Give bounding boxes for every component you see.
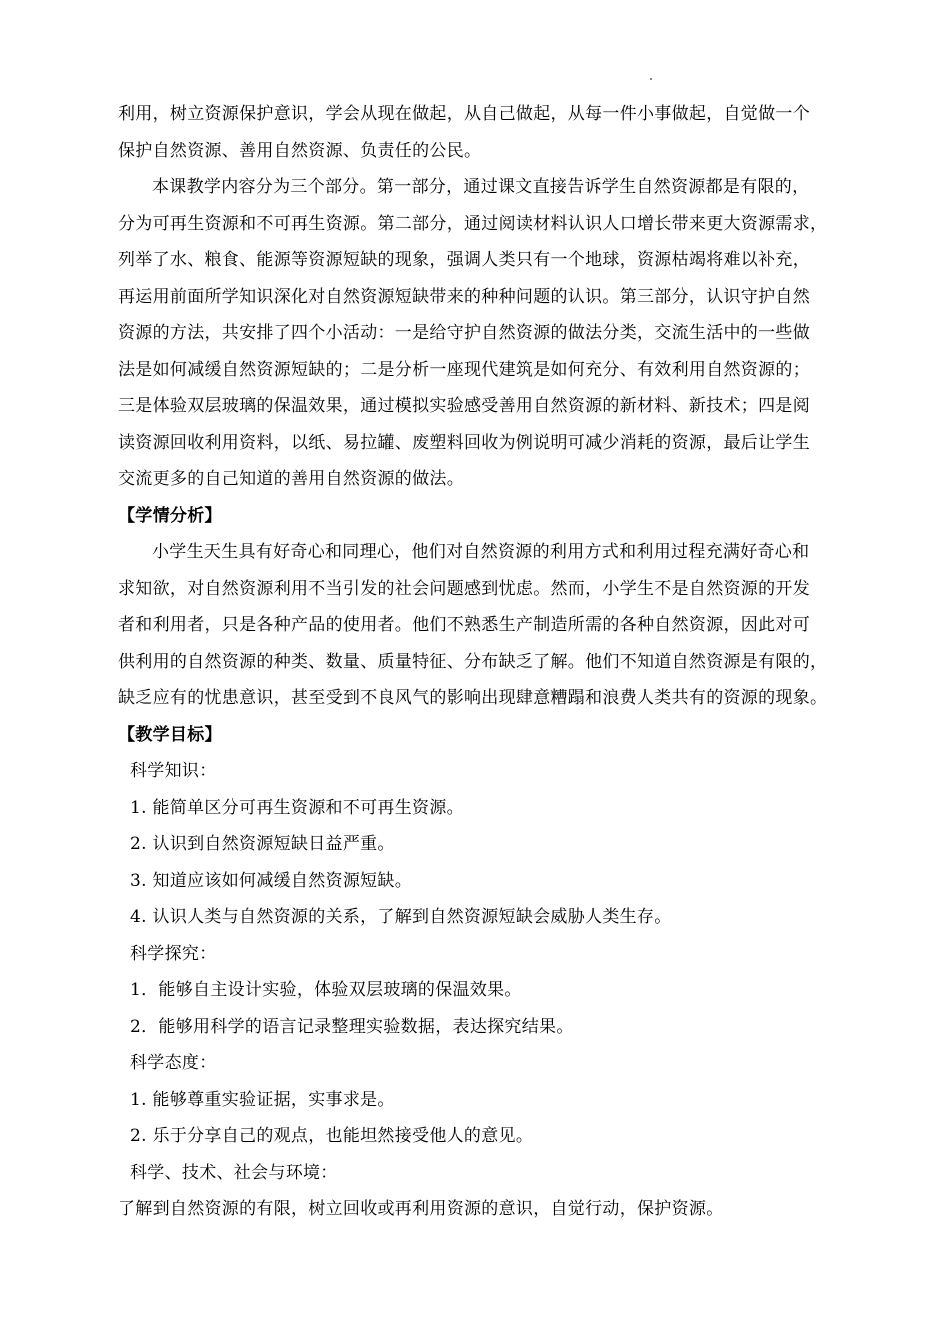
content-line: 本课教学内容分为三个部分。第一部分，通过课文直接告诉学生自然资源都是有限的， bbox=[152, 177, 810, 197]
content-line: 法是如何减缓自然资源短缺的；二是分析一座现代建筑是如何充分、有效利用自然资源的； bbox=[118, 359, 810, 380]
intro-line: 利用，树立资源保护意识，学会从现在做起，从自己做起，从每一件小事做起，自觉做一个 bbox=[118, 104, 810, 124]
content-line: 分为可再生资源和不可再生资源。第二部分，通过阅读材料认识人口增长带来更大资源需求， bbox=[118, 213, 828, 234]
knowledge-item: 3. 知道应该如何减缓自然资源短缺。 bbox=[130, 870, 413, 891]
knowledge-item: 2. 认识到自然资源短缺日益严重。 bbox=[130, 834, 395, 854]
attitude-item: 1. 能够尊重实验证据，实事求是。 bbox=[130, 1089, 395, 1110]
attitude-title: 科学态度： bbox=[130, 1053, 217, 1073]
page-mark bbox=[650, 78, 652, 80]
sts-title: 科学、技术、社会与环境： bbox=[130, 1162, 338, 1183]
knowledge-title: 科学知识： bbox=[130, 761, 217, 781]
knowledge-item: 4. 认识人类与自然资源的关系，了解到自然资源短缺会威胁人类生存。 bbox=[130, 907, 672, 927]
inquiry-item: 1．能够自主设计实验，体验双层玻璃的保温效果。 bbox=[130, 980, 522, 1000]
sts-text: 了解到自然资源的有限，树立回收或再利用资源的意识，自觉行动，保护资源。 bbox=[118, 1199, 724, 1219]
document-body bbox=[118, 96, 858, 1228]
analysis-line: 小学生天生具有好奇心和同理心，他们对自然资源的利用方式和利用过程充满好奇心和 bbox=[152, 542, 810, 562]
knowledge-item: 1. 能简单区分可再生资源和不可再生资源。 bbox=[130, 797, 464, 818]
intro-line: 保护自然资源、善用自然资源、负责任的公民。 bbox=[118, 140, 482, 161]
content-line: 资源的方法，共安排了四个小活动：一是给守护自然资源的做法分类，交流生活中的一些做 bbox=[118, 323, 810, 343]
section-heading-learning-analysis: 【学情分析】 bbox=[118, 505, 222, 526]
analysis-line: 供利用的自然资源的种类、数量、质量特征、分布缺乏了解。他们不知道自然资源是有限的， bbox=[118, 651, 828, 672]
section-heading-teaching-goals: 【教学目标】 bbox=[118, 724, 222, 745]
content-line: 列举了水、粮食、能源等资源短缺的现象，强调人类只有一个地球，资源枯竭将难以补充， bbox=[118, 250, 810, 270]
inquiry-item: 2．能够用科学的语言记录整理实验数据，表达探究结果。 bbox=[130, 1016, 574, 1037]
analysis-line: 缺乏应有的忧患意识，甚至受到不良风气的影响出现肆意糟蹋和浪费人类共有的资源的现象。 bbox=[118, 688, 828, 708]
analysis-line: 求知欲，对自然资源利用不当引发的社会问题感到忧虑。然而，小学生不是自然资源的开发 bbox=[118, 578, 810, 599]
inquiry-title: 科学探究： bbox=[130, 943, 217, 964]
attitude-item: 2. 乐于分享自己的观点，也能坦然接受他人的意见。 bbox=[130, 1126, 534, 1146]
content-line: 再运用前面所学知识深化对自然资源短缺带来的种种问题的认识。第三部分，认识守护自然 bbox=[118, 286, 810, 307]
analysis-line: 者和利用者，只是各种产品的使用者。他们不熟悉生产制造所需的各种自然资源，因此对可 bbox=[118, 615, 810, 635]
content-line: 三是体验双层玻璃的保温效果，通过模拟实验感受善用自然资源的新材料、新技术；四是阅 bbox=[118, 396, 810, 416]
content-line: 读资源回收利用资料，以纸、易拉罐、废塑料回收为例说明可减少消耗的资源，最后让学生 bbox=[118, 432, 810, 453]
content-line: 交流更多的自己知道的善用自然资源的做法。 bbox=[118, 469, 464, 489]
